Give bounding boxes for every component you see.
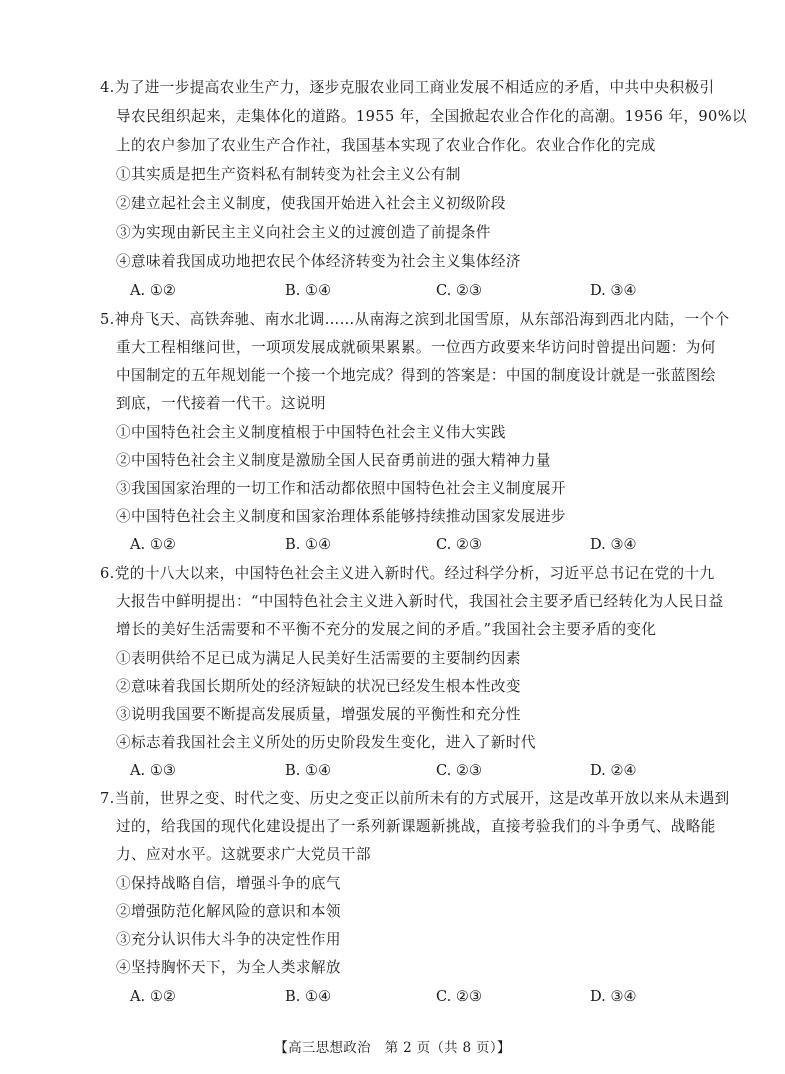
stem-line: 6.党的十八大以来，中国特色社会主义进入新时代。经过科学分析，习近平总书记在党的十九 bbox=[100, 565, 715, 582]
option-4: ④坚持胸怀天下，为全人类求解放 bbox=[116, 959, 341, 976]
answer-choices bbox=[130, 987, 750, 1007]
choice-d: D. ②④ bbox=[590, 762, 637, 779]
choice-d: D. ③④ bbox=[590, 282, 637, 299]
option-4: ④标志着我国社会主义所处的历史阶段发生变化，进入了新时代 bbox=[116, 734, 536, 751]
option-3: ③充分认识伟大斗争的决定性作用 bbox=[116, 931, 341, 948]
stem-line: 重大工程相继问世，一项项发展成就硕果累累。一位西方政要来华访问时曾提出问题：为何 bbox=[116, 339, 716, 356]
choice-c: C. ②③ bbox=[436, 536, 483, 553]
option-2: ②增强防范化解风险的意识和本领 bbox=[116, 903, 341, 920]
stem-line: 上的农户参加了农业生产合作社，我国基本实现了农业合作化。农业合作化的完成 bbox=[116, 137, 656, 154]
choice-b: B. ①④ bbox=[285, 988, 332, 1005]
choice-b: B. ①④ bbox=[285, 282, 332, 299]
answer-choices bbox=[130, 535, 750, 555]
stem-line: 5.神舟飞天、高铁奔驰、南水北调……从南海之滨到北国雪原，从东部沿海到西北内陆，一个个 bbox=[100, 311, 730, 328]
choice-b: B. ①④ bbox=[285, 536, 332, 553]
option-3: ③说明我国要不断提高发展质量，增强发展的平衡性和充分性 bbox=[116, 706, 521, 723]
stem-line: 过的，给我国的现代化建设提出了一系列新课题新挑战，直接考验我们的斗争勇气、战略能 bbox=[116, 818, 716, 835]
answer-choices bbox=[130, 761, 750, 781]
answer-choices bbox=[130, 281, 750, 301]
choice-a: A. ①② bbox=[130, 282, 176, 299]
stem-line: 力、应对水平。这就要求广大党员干部 bbox=[116, 846, 371, 863]
option-1: ①其实质是把生产资料私有制转变为社会主义公有制 bbox=[116, 166, 461, 183]
option-3: ③为实现由新民主主义向社会主义的过渡创造了前提条件 bbox=[116, 224, 491, 241]
option-4: ④中国特色社会主义制度和国家治理体系能够持续推动国家发展进步 bbox=[116, 508, 566, 525]
choice-b: B. ①④ bbox=[285, 762, 332, 779]
choice-a: A. ①③ bbox=[130, 762, 176, 779]
stem-line: 导农民组织起来，走集体化的道路。1955 年，全国掀起农业合作化的高潮。1956 年，90%以 bbox=[116, 108, 747, 125]
choice-a: A. ①② bbox=[130, 988, 176, 1005]
choice-d: D. ③④ bbox=[590, 536, 637, 553]
choice-a: A. ①② bbox=[130, 536, 176, 553]
stem-line: 到底，一代接着一代干。这说明 bbox=[116, 395, 326, 412]
choice-c: C. ②③ bbox=[436, 282, 483, 299]
stem-line: 增长的美好生活需要和不平衡不充分的发展之间的矛盾。”我国社会主要矛盾的变化 bbox=[116, 621, 657, 638]
option-2: ②意味着我国长期所处的经济短缺的状况已经发生根本性改变 bbox=[116, 678, 521, 695]
stem-line: 中国制定的五年规划能一个接一个地完成？得到的答案是：中国的制度设计就是一张蓝图绘 bbox=[116, 367, 716, 384]
choice-c: C. ②③ bbox=[436, 762, 483, 779]
option-3: ③我国国家治理的一切工作和活动都依照中国特色社会主义制度展开 bbox=[116, 480, 566, 497]
choice-c: C. ②③ bbox=[436, 988, 483, 1005]
stem-line: 4.为了进一步提高农业生产力，逐步克服农业同工商业发展不相适应的矛盾，中共中央积极引 bbox=[100, 79, 715, 96]
option-1: ①表明供给不足已成为满足人民美好生活需要的主要制约因素 bbox=[116, 650, 521, 667]
option-4: ④意味着我国成功地把农民个体经济转变为社会主义集体经济 bbox=[116, 253, 521, 270]
stem-line: 大报告中鲜明提出：“中国特色社会主义进入新时代，我国社会主要矛盾已经转化为人民日益 bbox=[116, 593, 724, 610]
option-1: ①中国特色社会主义制度植根于中国特色社会主义伟大实践 bbox=[116, 424, 506, 441]
choice-d: D. ③④ bbox=[590, 988, 637, 1005]
option-2: ②建立起社会主义制度，使我国开始进入社会主义初级阶段 bbox=[116, 195, 506, 212]
stem-line: 7.当前，世界之变、时代之变、历史之变正以前所未有的方式展开，这是改革开放以来从未遇到 bbox=[100, 790, 730, 807]
page-footer: 【高三思想政治 第 2 页（共 8 页）】 bbox=[274, 1040, 511, 1056]
option-1: ①保持战略自信，增强斗争的底气 bbox=[116, 875, 341, 892]
option-2: ②中国特色社会主义制度是激励全国人民奋勇前进的强大精神力量 bbox=[116, 452, 551, 469]
